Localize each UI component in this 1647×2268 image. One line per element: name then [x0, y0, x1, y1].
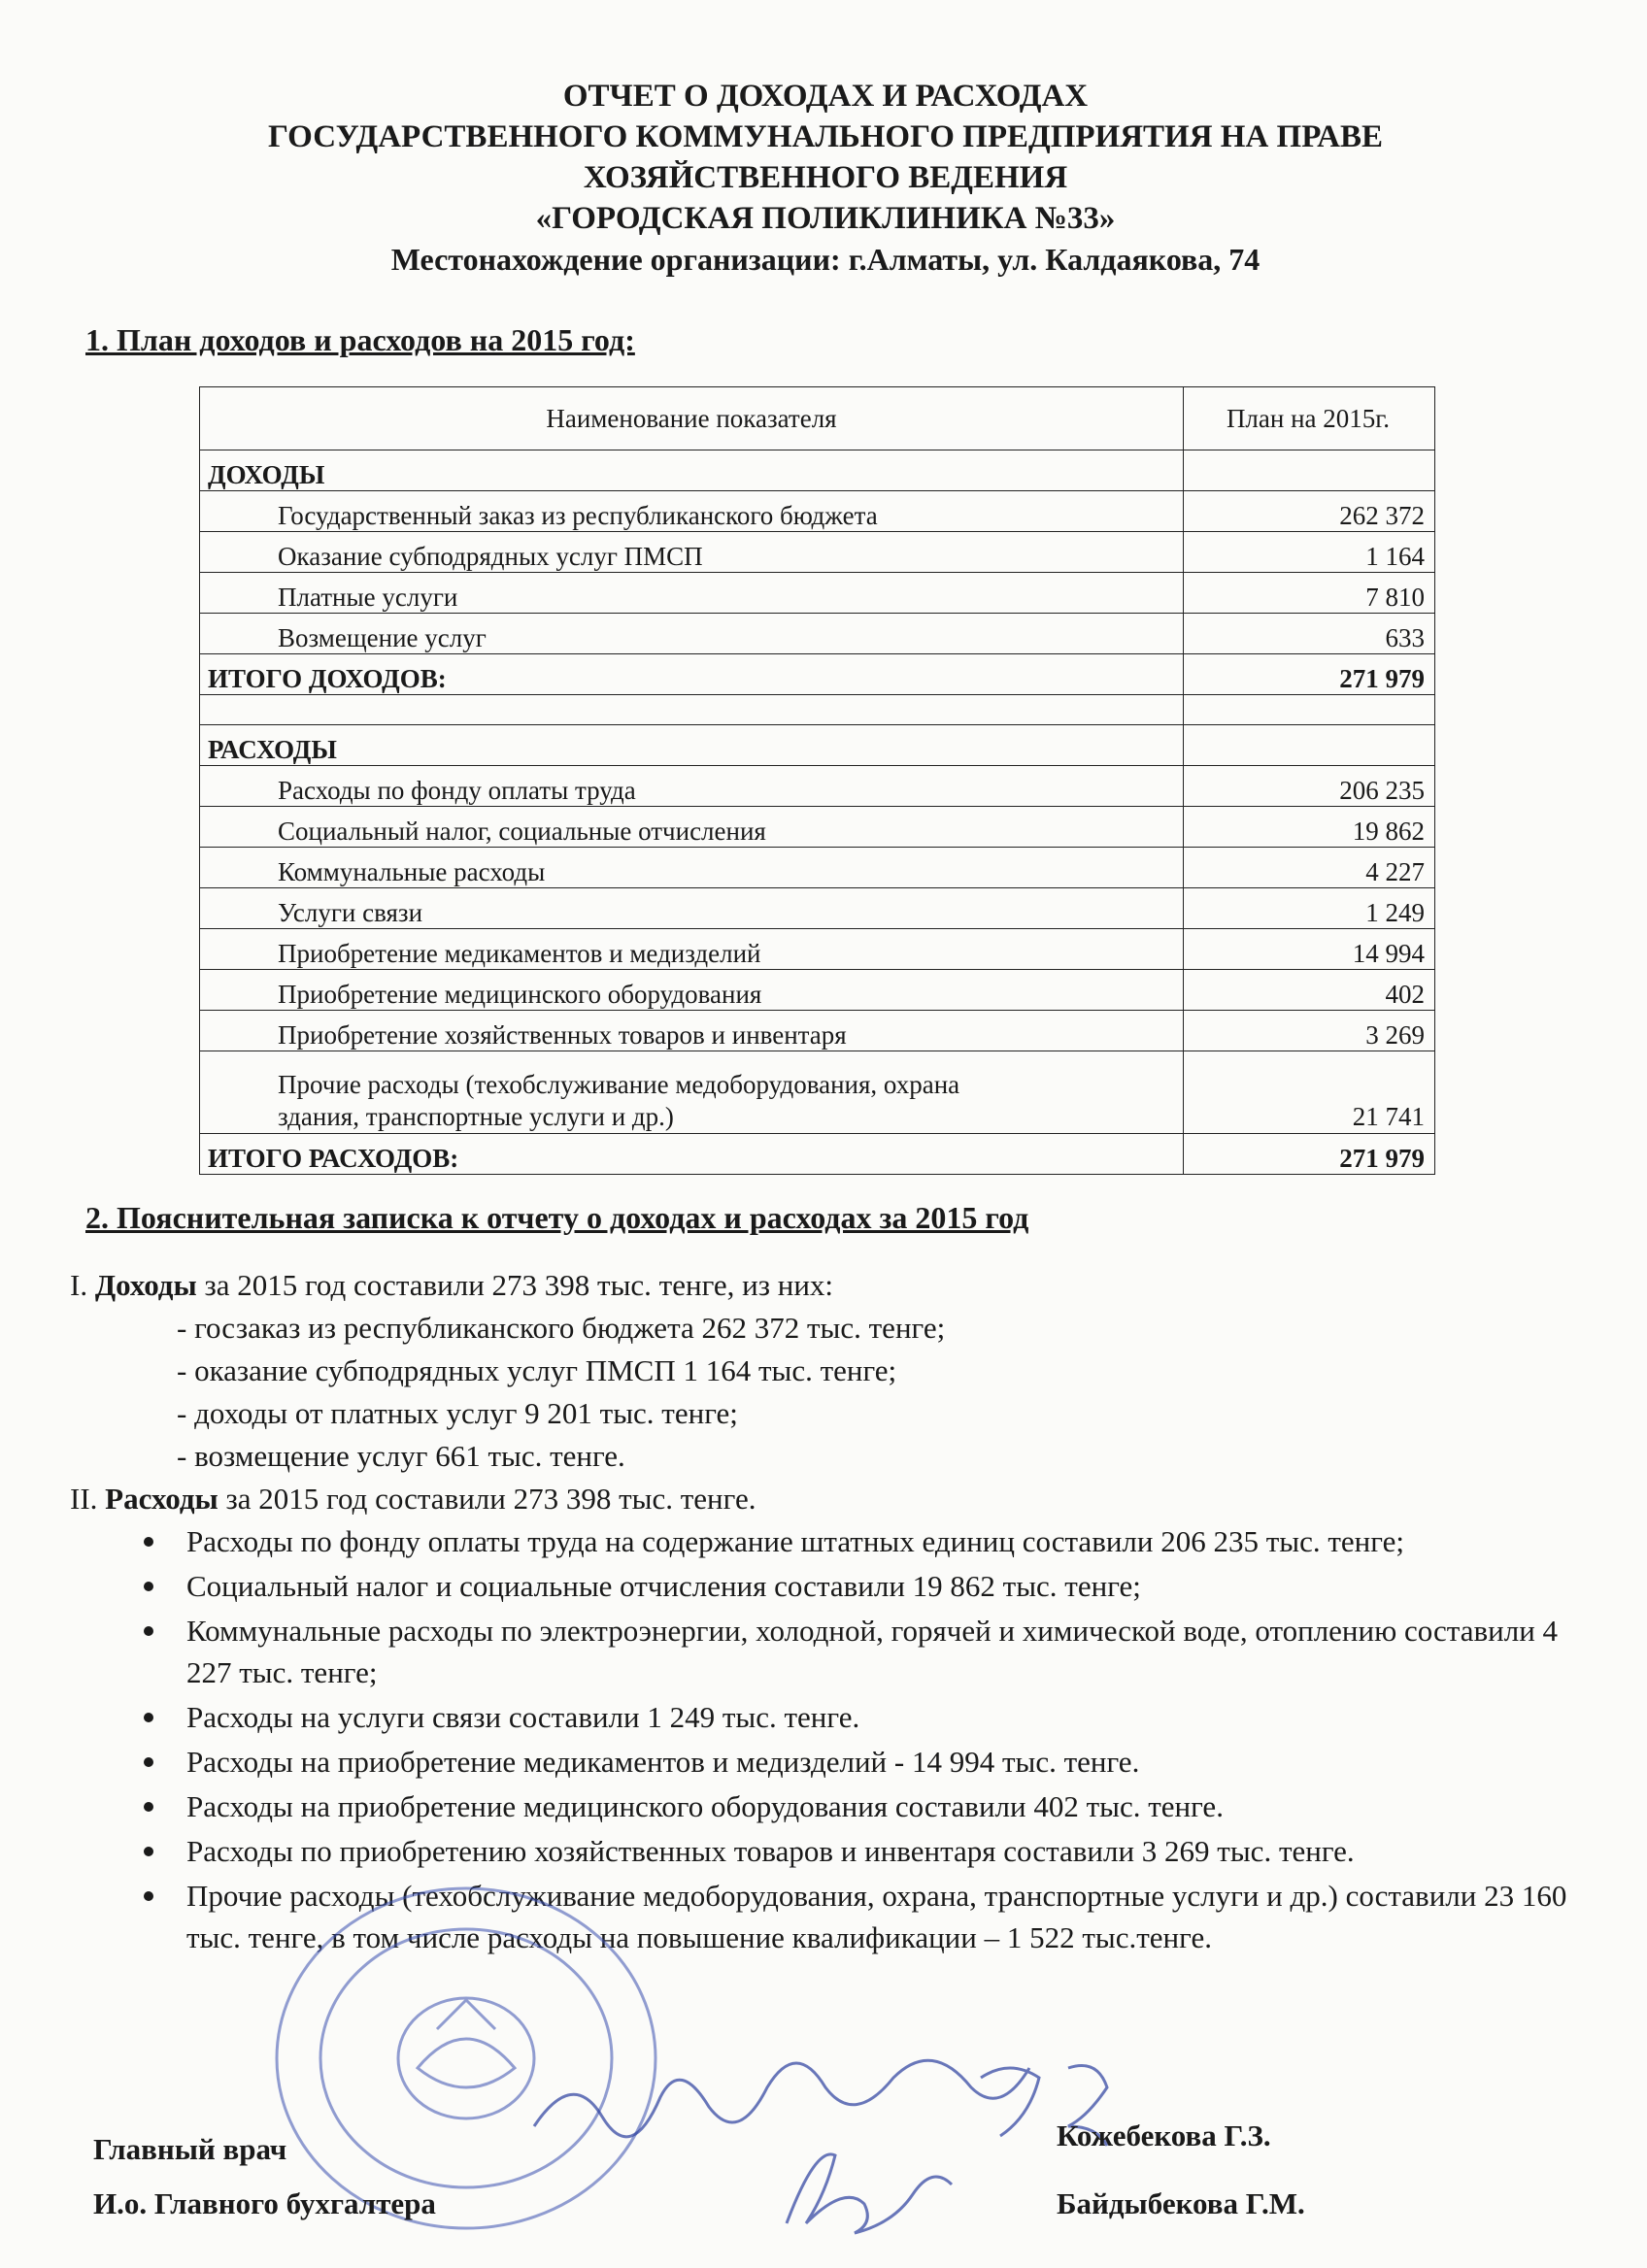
signature-role-chief-doctor: Главный врач: [93, 2132, 287, 2166]
row-name: Приобретение медикаментов и медизделий: [200, 929, 1184, 970]
header-org-name: «ГОРОДСКАЯ ПОЛИКЛИНИКА №33»: [535, 201, 1116, 236]
table-row: [200, 766, 1435, 807]
signature-name-chief-doctor: Кожебекова Г.З.: [1057, 2118, 1271, 2152]
plan-table: [199, 386, 1435, 1175]
empty-cell: [1184, 695, 1435, 725]
expense-total-label: ИТОГО РАСХОДОВ:: [200, 1134, 1184, 1175]
bullet-text: Прочие расходы (техобслуживание медоборудования, охрана, транспортные услуги и др.) составили 23 160 тыс. тенге, в том числе расходы на повышение квалификации – 1 522 тыс.тенге.: [186, 1879, 1567, 1954]
bullet-text: Расходы на услуги связи составили 1 249 тыс. тенге.: [186, 1700, 860, 1734]
expense-total-row: [200, 1134, 1435, 1175]
row-name: Социальный налог, социальные отчисления: [200, 807, 1184, 848]
income-item: - доходы от платных услуг 9 201 тыс. тенге;: [177, 1396, 738, 1430]
table-row: [200, 848, 1435, 888]
row-name: Государственный заказ из республиканского бюджета: [200, 491, 1184, 532]
table-row: [200, 929, 1435, 970]
row-name: Возмещение услуг: [200, 614, 1184, 654]
header-org-line: ХОЗЯЙСТВЕННОГО ВЕДЕНИЯ: [583, 160, 1068, 195]
bullet-icon: [144, 1891, 153, 1901]
row-value: 19 862: [1184, 807, 1435, 848]
row-name: Услуги связи: [200, 888, 1184, 929]
row-value: 4 227: [1184, 848, 1435, 888]
bullet-icon: [144, 1847, 153, 1856]
spacer-row: [200, 695, 1435, 725]
list-item: [70, 1785, 1585, 1827]
row-value: 402: [1184, 970, 1435, 1011]
income-item: - возмещение услуг 661 тыс. тенге.: [177, 1439, 625, 1473]
income-item: - оказание субподрядных услуг ПМСП 1 164 тыс. тенге;: [177, 1353, 897, 1387]
row-value: 21 741: [1184, 1051, 1435, 1134]
row-name: Приобретение медицинского оборудования: [200, 970, 1184, 1011]
bullet-icon: [144, 1582, 153, 1591]
document-header: [78, 76, 1573, 280]
row-name: Расходы по фонду оплаты труда: [200, 766, 1184, 807]
list-item: [70, 1830, 1585, 1872]
list-item: [70, 1610, 1585, 1693]
column-header-plan: План на 2015г.: [1184, 387, 1435, 450]
bullet-text: Расходы по фонду оплаты труда на содержание штатных единиц составили 206 235 тыс. тенге;: [186, 1524, 1404, 1558]
bullet-text: Расходы на приобретение медикаментов и медизделий - 14 994 тыс. тенге.: [186, 1745, 1140, 1779]
table-row: [200, 1011, 1435, 1051]
table-row: [200, 807, 1435, 848]
income-total-row: [200, 654, 1435, 695]
empty-cell: [200, 695, 1184, 725]
explanatory-note: [70, 1264, 1585, 1961]
row-name: Коммунальные расходы: [200, 848, 1184, 888]
bullet-icon: [144, 1537, 153, 1547]
table-row: [200, 573, 1435, 614]
bullet-text: Социальный налог и социальные отчисления составили 19 862 тыс. тенге;: [186, 1569, 1141, 1603]
income-total-label: ИТОГО ДОХОДОВ:: [200, 654, 1184, 695]
list-item: [70, 1696, 1585, 1738]
row-value: 7 810: [1184, 573, 1435, 614]
bullet-text: Расходы на приобретение медицинского оборудования составили 402 тыс. тенге.: [186, 1789, 1224, 1823]
table-row: [200, 450, 1435, 491]
bullet-icon: [144, 1626, 153, 1636]
table-row: [200, 1051, 1435, 1134]
signature-icon: [767, 2136, 981, 2243]
empty-cell: [1184, 725, 1435, 766]
row-value: 262 372: [1184, 491, 1435, 532]
expense-header: РАСХОДЫ: [200, 725, 1184, 766]
row-value: 3 269: [1184, 1011, 1435, 1051]
expense-bold: Расходы: [105, 1482, 218, 1516]
table-row: [200, 614, 1435, 654]
row-value: 633: [1184, 614, 1435, 654]
list-item: [70, 1520, 1585, 1562]
other-expenses-line1: Прочие расходы (техобслуживание медоборудования, охрана: [278, 1070, 960, 1099]
expense-summary: [70, 1478, 1585, 1520]
row-name: Оказание субподрядных услуг ПМСП: [200, 532, 1184, 573]
income-prefix: I.: [70, 1268, 95, 1302]
section2-title: 2. Пояснительная записка к отчету о доходах и расходах за 2015 год: [85, 1200, 1029, 1235]
header-title: ОТЧЕТ О ДОХОДАХ И РАСХОДАХ: [562, 79, 1089, 114]
table-row: [200, 725, 1435, 766]
income-header: ДОХОДЫ: [200, 450, 1184, 491]
header-org-line: ГОСУДАРСТВЕННОГО КОММУНАЛЬНОГО ПРЕДПРИЯТИЯ НА ПРАВЕ: [267, 119, 1384, 154]
income-summary: [70, 1264, 1585, 1307]
income-total-value: 271 979: [1184, 654, 1435, 695]
column-header-name: Наименование показателя: [200, 387, 1184, 450]
expense-total-value: 271 979: [1184, 1134, 1435, 1175]
other-expenses-line2: здания, транспортные услуги и др.): [278, 1102, 674, 1131]
income-item: - госзаказ из республиканского бюджета 262 372 тыс. тенге;: [177, 1311, 946, 1345]
list-item: [70, 1741, 1585, 1783]
income-bold: Доходы: [94, 1268, 197, 1302]
empty-cell: [1184, 450, 1435, 491]
signature-role-accountant: И.о. Главного бухгалтера: [93, 2186, 436, 2220]
table-row: [200, 532, 1435, 573]
expense-text: за 2015 год составили 273 398 тыс. тенге.: [218, 1482, 756, 1516]
table-header-row: [200, 387, 1435, 450]
row-value: 1 249: [1184, 888, 1435, 929]
row-name: [200, 1051, 1184, 1134]
row-value: 1 164: [1184, 532, 1435, 573]
row-name: Платные услуги: [200, 573, 1184, 614]
row-value: 206 235: [1184, 766, 1435, 807]
row-value: 14 994: [1184, 929, 1435, 970]
bullet-icon: [144, 1802, 153, 1812]
table-row: [200, 491, 1435, 532]
row-name: Приобретение хозяйственных товаров и инвентаря: [200, 1011, 1184, 1051]
bullet-icon: [144, 1713, 153, 1722]
list-item: [70, 1565, 1585, 1607]
bullet-text: Расходы по приобретению хозяйственных товаров и инвентаря составили 3 269 тыс. тенге.: [186, 1834, 1355, 1868]
expense-prefix: II.: [70, 1482, 106, 1516]
bullet-icon: [144, 1757, 153, 1767]
signature-name-accountant: Байдыбекова Г.М.: [1057, 2186, 1305, 2220]
table-row: [200, 888, 1435, 929]
table-row: [200, 970, 1435, 1011]
section1-title: 1. План доходов и расходов на 2015 год:: [85, 322, 635, 357]
income-text: за 2015 год составили 273 398 тыс. тенге, из них:: [196, 1268, 834, 1302]
bullet-text: Коммунальные расходы по электроэнергии, холодной, горячей и химической воде, отоплению составили 4 227 тыс. тенге;: [186, 1614, 1559, 1689]
header-address: Местонахождение организации: г.Алматы, ул. Калдаякова, 74: [390, 242, 1260, 277]
